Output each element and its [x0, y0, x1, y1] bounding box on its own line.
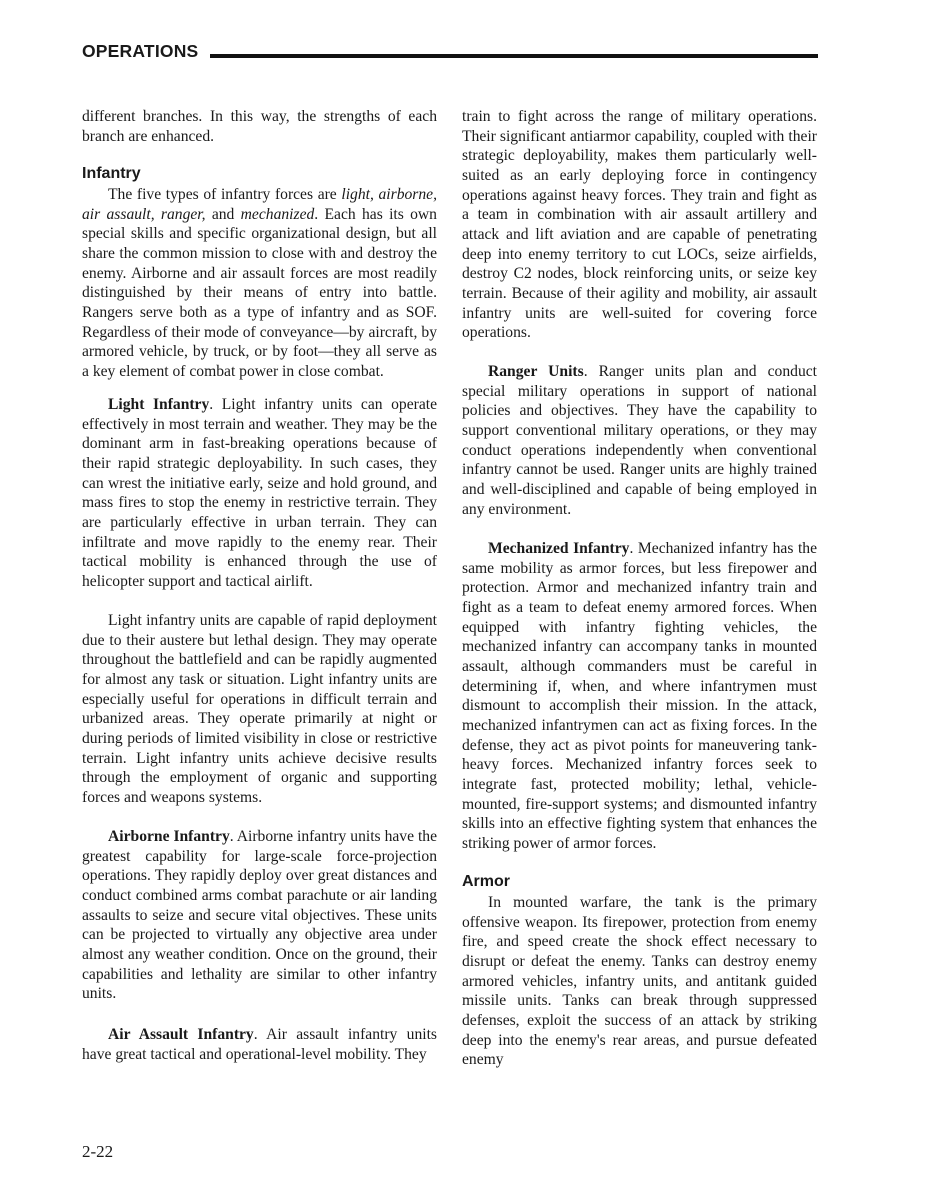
section-heading-armor: Armor: [462, 873, 511, 890]
text: The five types of infantry forces are: [108, 186, 342, 203]
run-in-heading: Mechanized Infantry: [488, 540, 630, 557]
paragraph: [462, 539, 817, 854]
text: . Mechanized infantry has the same mobility as armor forces, but less firepower and protection. Armor and mechanized infantry train and fight as a team to defeat enemy armored forces. When equipped with infantry fighting vehicles, the mechanized infantry can accompany tanks in mounted assault, although commanders must be careful in determining if, when, and where infantrymen must dismount to accomplish their mission. In the attack, mechanized infantrymen can act as fixing forces. In the defense, they act as pivot points for maneuvering tank-heavy forces. Mechanized infantry forces seek to integrate fast, protected mobility; lethal, vehicle-mounted, fire-support systems; and dismounted infantry skills into an effective fighting system that enhances the striking power of armor forces.: [462, 540, 817, 852]
emphasis: light, airborne, air assault, ranger,: [82, 186, 437, 223]
paragraph: train to fight across the range of military operations. Their significant antiarmor capability, coupled with their strategic deployability, makes them particularly well-suited as an early deploying force in contingency operations against heavy forces. They train and fight as a team in combination with air assault artillery and attack and lift aviation and are capable of penetrating deep into enemy territory to cut LOCs, seize airfields, destroy C2 nodes, block reinforcing units, or seize key terrain. Because of their agility and mobility, air assault infantry units are well-suited for covering force operations.: [462, 108, 817, 342]
paragraph: [82, 185, 437, 382]
run-in-heading: Air Assault Infantry: [108, 1026, 254, 1043]
section-heading-infantry: Infantry: [82, 165, 141, 182]
run-in-heading: Ranger Units: [488, 363, 584, 380]
text: . Each has its own special skills and specific organizational design, but all share the common mission to close with and destroy the enemy. Airborne and air assault forces are most readily distinguished by their means of entry into battle. Rangers serve both as a type of infantry and as SOF. Regardless of their mode of conveyance—by aircraft, by armored vehicle, by truck, or by foot—they all serve as a key element of combat power in close combat.: [82, 205, 437, 380]
running-header: OPERATIONS: [82, 41, 199, 61]
paragraph: [462, 362, 817, 519]
page-number: 2-22: [82, 1142, 114, 1161]
paragraph: [82, 1025, 437, 1064]
paragraph: different branches. In this way, the strengths of each branch are enhanced.: [82, 108, 437, 145]
paragraph: In mounted warfare, the tank is the primary offensive weapon. Its firepower, protection from enemy fire, and speed create the shock effect necessary to disrupt or defeat the enemy. Tanks can destroy enemy armored vehicles, infantry units, and antitank guided missile units. Tanks can break through suppressed defenses, exploit the success of an attack by striking deep into the enemy's rear areas, and pursue defeated enemy: [462, 894, 817, 1069]
run-in-heading: Airborne Infantry: [108, 828, 230, 845]
text: . Ranger units plan and conduct special military operations in support of national policies and objectives. They have the capability to support conventional military operations, or they may conduct operations independently when conventional infantry cannot be used. Ranger units are highly trained and well-disciplined and capable of being employed in any environment.: [462, 363, 817, 518]
paragraph: [82, 395, 437, 592]
paragraph: Light infantry units are capable of rapid deployment due to their austere but lethal design. They may operate throughout the battlefield and can be rapidly augmented for almost any task or situation. Light infantry units are especially useful for operations in difficult terrain and urbanized areas. They operate primarily at night or during periods of limited visibility in close or restrictive terrain. Light infantry units achieve decisive results through the employment of organic and supporting forces and weapons systems.: [82, 612, 437, 806]
text: . Light infantry units can operate effectively in most terrain and weather. They may be the dominant arm in fast-breaking operations because of their rapid strategic deployability. In such cases, they can wrest the initiative early, seize and hold ground, and mass fires to stop the enemy in restrictive terrain. They are particularly effective in urban terrain. They can infiltrate and move rapidly to the enemy rear. Their tactical mobility is enhanced through the use of helicopter support and tactical airlift.: [82, 396, 438, 590]
run-in-heading: Light Infantry: [108, 396, 210, 413]
emphasis: mechanized: [240, 205, 315, 223]
text: and: [205, 205, 241, 223]
text: . Airborne infantry units have the greatest capability for large-scale force-projection operations. They rapidly deploy over great distances and conduct combined arms combat parachute or air landing assaults to seize and secure vital objectives. These units can be projected to virtually any objective area under almost any weather condition. Once on the ground, their capabilities and lethality are similar to other infantry units.: [82, 828, 437, 1003]
header-rule: [210, 54, 818, 58]
text: . Air assault infantry units have great tactical and operational-level mobility. They: [82, 1026, 437, 1063]
paragraph: [82, 827, 437, 1004]
